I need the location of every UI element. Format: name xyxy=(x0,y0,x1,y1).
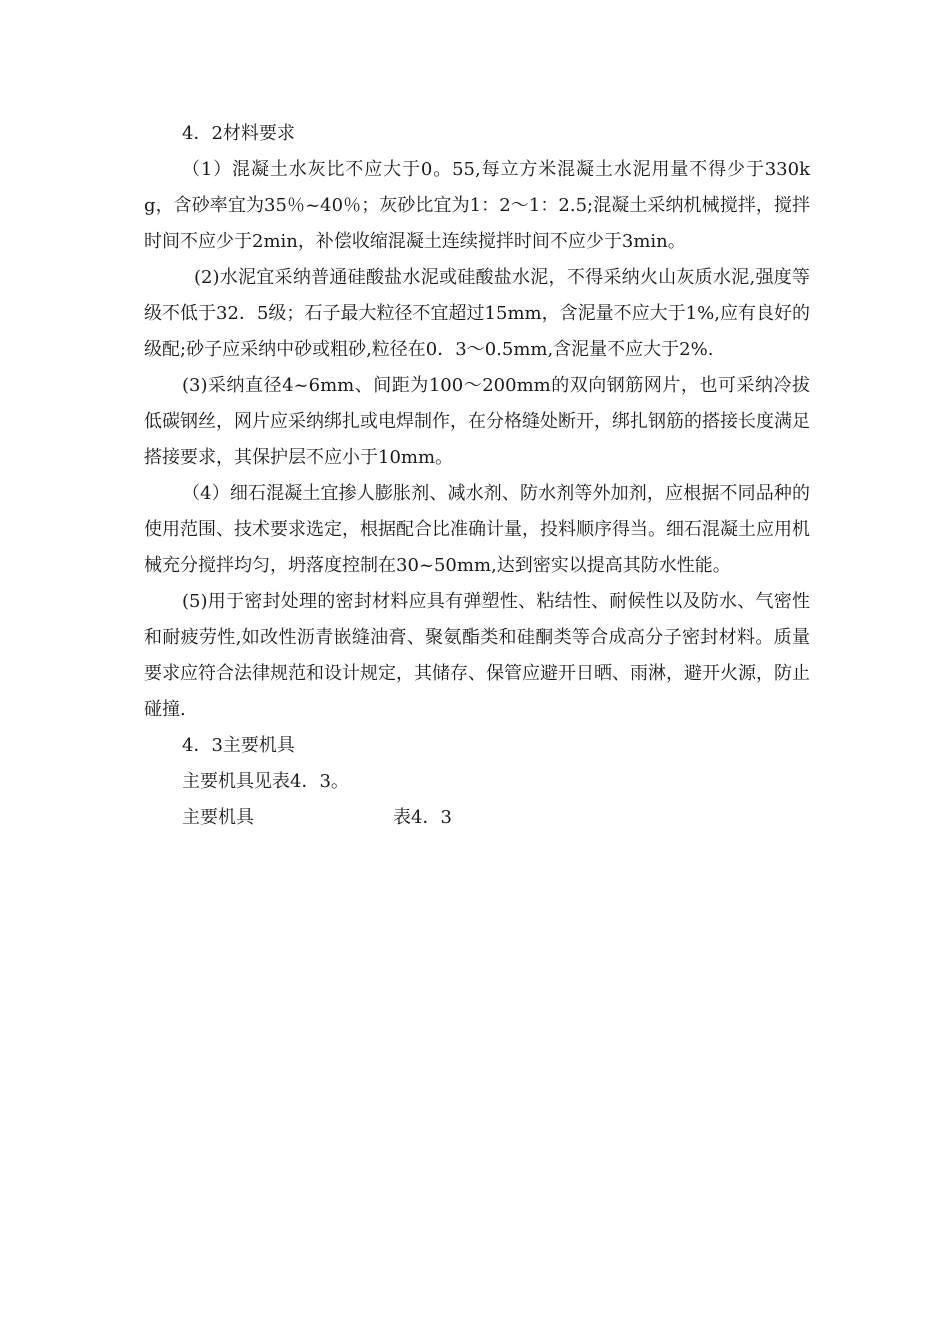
paragraph-3: (3)采纳直径4~6mm、间距为100～200mm的双向钢筋网片，也可采纳冷拔低碳钢丝，网片应采纳绑扎或电焊制作，在分格缝处断开，绑扎钢筋的搭接长度满足搭接要求，其保护层不应小于10mm。 xyxy=(144,375,810,468)
table-caption xyxy=(144,800,810,836)
paragraph-1: （1）混凝土水灰比不应大于0。55,每立方米混凝土水泥用量不得少于330kg，含砂率宜为35％~40％；灰砂比宜为1：2～1：2.5;混凝土采纳机械搅拌，搅拌时间不应少于2min，补偿收缩混凝土连续搅拌时间不应少于3min。 xyxy=(144,159,810,252)
section-heading-4-2: 4．2材料要求 xyxy=(182,123,295,144)
paragraph-4: （4）细石混凝土宜掺人膨胀剂、减水剂、防水剂等外加剂，应根据不同品种的使用范围、技术要求选定，根据配合比准确计量，投料顺序得当。细石混凝土应用机械充分搅拌均匀，坍落度控制在30~50mm,达到密实以提高其防水性能。 xyxy=(144,483,810,576)
table-reference-text: 主要机具见表4．3。 xyxy=(182,771,349,792)
section-heading-4-3: 4．3主要机具 xyxy=(182,735,295,756)
document-body xyxy=(144,116,810,836)
paragraph-2: (2)水泥宜采纳普通硅酸盐水泥或硅酸盐水泥，不得采纳火山灰质水泥,强度等级不低于32．5级；石子最大粒径不宜超过15mm，含泥量不应大于1%,应有良好的级配;砂子应采纳中砂或粗砂,粒径在0．3～0.5mm,含泥量不应大于2%. xyxy=(144,267,810,360)
table-number: 表4．3 xyxy=(393,807,452,828)
paragraph-5: (5)用于密封处理的密封材料应具有弹塑性、粘结性、耐候性以及防水、气密性和耐疲劳性,如改性沥青嵌缝油膏、聚氨酯类和硅酮类等合成高分子密封材料。质量要求应符合法律规范和设计规定，其储存、保管应避开日晒、雨淋，避开火源，防止碰撞. xyxy=(144,591,810,720)
table-title: 主要机具 xyxy=(182,807,254,828)
